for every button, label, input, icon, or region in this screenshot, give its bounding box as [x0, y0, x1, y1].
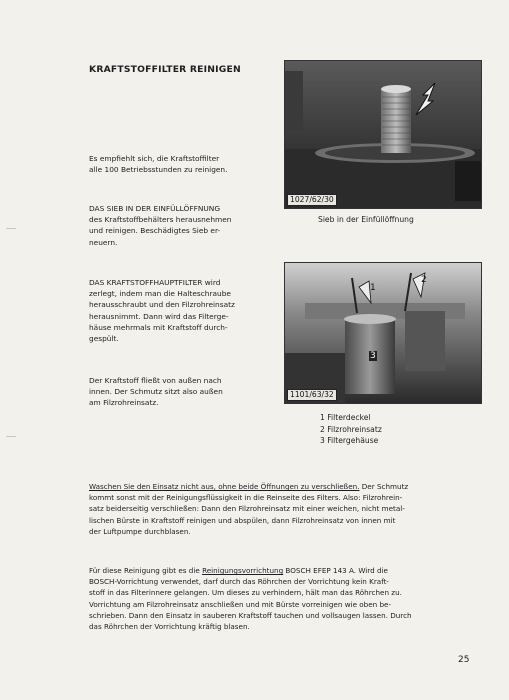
text-line: des Kraftstoffbehälters herausnehmen [89, 215, 232, 225]
legend-item: 3 Filtergehäuse [320, 436, 379, 445]
text-post: BOSCH EFEP 143 A. Wird die [283, 566, 388, 575]
callout-label-3: 3 [370, 351, 376, 361]
text-line: das Röhrchen der Vorrichtung kräftig blasen. [89, 622, 250, 632]
text-line: innen. Der Schmutz sitzt also außen [89, 387, 223, 397]
text-line [89, 481, 408, 492]
intro-paragraph [89, 153, 227, 175]
text-line: herausnimmt. Dann wird das Filterge- [89, 311, 229, 321]
text-line: alle 100 Betriebsstunden zu reinigen. [89, 165, 228, 175]
text-line: neuern. [89, 237, 118, 247]
legend-item: 2 Filzrohreinsatz [320, 424, 382, 434]
washing-paragraph [89, 481, 408, 537]
flow-paragraph [89, 375, 223, 409]
photo1-caption: Sieb in der Einfüllöffnung [318, 215, 414, 224]
photo-filler-opening [284, 60, 482, 209]
text-line: schrieben. Dann den Einsatz in sauberen Kraftstoff tauchen und vollsaugen lassen. Durch [89, 610, 412, 620]
text-line: am Filzrohreinsatz. [89, 398, 159, 408]
photo-main-filter [284, 262, 482, 404]
photo-reference-code: 1101/63/32 [287, 389, 337, 401]
text-line: und reinigen. Beschädigtes Sieb er- [89, 226, 221, 236]
text-line-rest: Der Schmutz [359, 482, 409, 491]
text-line: BOSCH-Vorrichtung verwendet, darf durch das Röhrchen der Vorrichtung kein Kraft- [89, 577, 390, 587]
page-edge-mark [6, 228, 16, 229]
text-line: Es empfiehlt sich, die Kraftstoffilter [89, 154, 220, 163]
main-filter-image [285, 263, 481, 403]
text-line: kommt sonst mit der Reinigungsflüssigkeit in die Reinseite des Filters. Also: Filzrohrein- [89, 493, 403, 503]
filler-opening-image [285, 61, 481, 208]
text-line: zerlegt, indem man die Halteschraube [89, 289, 231, 299]
warning-text: Waschen Sie den Einsatz nicht aus, ohne beide Öffnungen zu verschließen. [89, 482, 360, 491]
text-line: Der Kraftstoff fließt von außen nach [89, 376, 222, 385]
text-line: satz beiderseitig verschließen: Dann den Filzrohreinsatz mit einer weichen, nicht metal- [89, 504, 405, 514]
text-line: herausschraubt und den Filzrohreinsatz [89, 300, 235, 310]
page-edge-mark [6, 436, 16, 437]
device-paragraph [89, 565, 412, 632]
text-pre: Für diese Reinigung gibt es die [89, 566, 203, 575]
text-line [89, 565, 412, 576]
text-line: lischen Bürste in Kraftstoff reinigen und abspülen, dann Filzrohreinsatz von innen mit [89, 515, 396, 525]
callout-label-1: 1 [370, 283, 376, 293]
text-line: häuse mehrmals mit Kraftstoff durch- [89, 322, 228, 332]
legend-item: 1 Filterdeckel [320, 413, 371, 422]
text-line: Vorrichtung am Filzrohreinsatz anschließen und mit Bürste vorreinigen wie oben be- [89, 599, 392, 609]
callout-label-2: 2 [421, 275, 427, 285]
page-number: 25 [458, 655, 470, 665]
text-line: DAS KRAFTSTOFFHAUPTFILTER wird [89, 278, 221, 287]
text-line: stoff in das Filterinnere gelangen. Um dieses zu verhindern, hält man das Röhrchen zu. [89, 588, 402, 598]
text-line: DAS SIEB IN DER EINFÜLLÖFFNUNG [89, 204, 221, 213]
main-filter-paragraph [89, 277, 235, 344]
device-name: Reinigungsvorrichtung [202, 566, 284, 575]
photo-reference-code: 1027/62/30 [287, 194, 337, 206]
sieve-paragraph [89, 203, 231, 248]
text-line: gespült. [89, 334, 119, 344]
photo2-legend [320, 412, 382, 447]
text-line: der Luftpumpe durchblasen. [89, 526, 191, 536]
section-title: KRAFTSTOFFILTER REINIGEN [89, 64, 241, 75]
